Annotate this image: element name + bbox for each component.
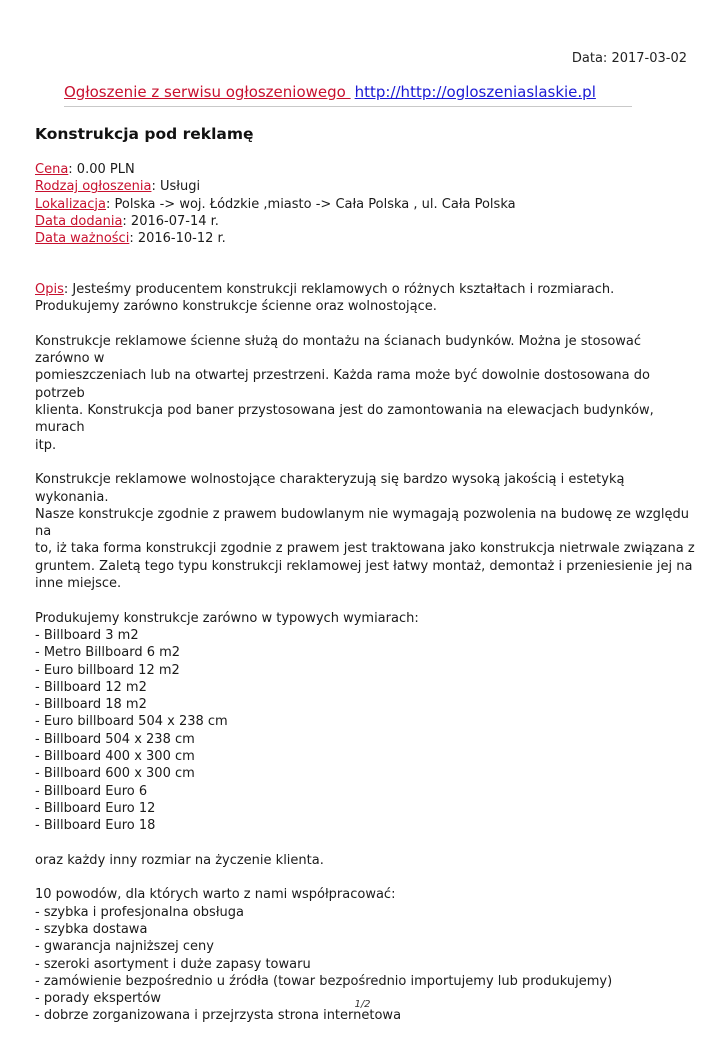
page-number: 1/2 <box>354 999 371 1010</box>
detail-value: : 0.00 PLN <box>68 162 135 177</box>
description-line <box>35 402 695 437</box>
description-text: - gwarancja najniższej ceny <box>35 939 214 955</box>
description-line <box>35 367 695 402</box>
document-header <box>64 83 596 101</box>
description-paragraph <box>35 852 695 869</box>
description-text: - Euro billboard 504 x 238 cm <box>35 714 228 730</box>
description-text: Nasze konstrukcje zgodnie z prawem budowlanym nie wymagają pozwolenia na budowę ze względu na <box>35 506 689 540</box>
description-text: - Billboard 18 m2 <box>35 697 147 713</box>
description-line <box>35 800 695 817</box>
description-text: - dobrze zorganizowana i przejrzysta strona internetowa <box>35 1008 402 1024</box>
description-line <box>35 298 695 315</box>
detail-row <box>35 178 516 195</box>
description-text: - Billboard Euro 18 <box>35 818 156 834</box>
description-line <box>35 765 695 782</box>
page-title: Konstrukcja pod reklamę <box>35 125 254 143</box>
description-line <box>35 904 695 921</box>
description-text: Produkujemy zarówno konstrukcje ścienne oraz wolnostojące. <box>35 299 437 315</box>
description-line <box>35 956 695 973</box>
description-line <box>35 437 695 454</box>
description-line <box>35 817 695 834</box>
description-line <box>35 610 695 627</box>
description-text: - szybka i profesjonalna obsługa <box>35 904 244 920</box>
description-text: pomieszczeniach lub na otwartej przestrzeni. Każda rama może być dowolnie dostosowana do potrzeb <box>35 368 650 401</box>
description-text: - Billboard Euro 6 <box>35 783 148 799</box>
detail-label: Data ważności <box>35 231 130 247</box>
detail-value: : Polska -> woj. Łódzkie ,miasto -> Cała Polska , ul. Cała Polska <box>105 196 516 212</box>
description-text: - Euro billboard 12 m2 <box>35 662 180 678</box>
detail-value: : Usługi <box>151 179 201 195</box>
description-text: : Jesteśmy producentem konstrukcji reklamowych o różnych kształtach i rozmiarach. <box>63 282 615 297</box>
description-line <box>35 558 695 575</box>
description-text: Konstrukcje reklamowe wolnostojące charakteryzują się bardzo wysoką jakością i estetyką wykonania. <box>35 472 625 505</box>
description-line <box>35 1007 695 1024</box>
description-line <box>35 506 695 541</box>
description-text: Produkujemy konstrukcje zarówno w typowych wymiarach: <box>35 610 419 626</box>
description-text: itp. <box>35 437 57 453</box>
description-text: oraz każdy inny rozmiar na życzenie klienta. <box>35 852 324 868</box>
document-date: Data: 2017-03-02 <box>571 51 687 66</box>
description-text: to, iż taka forma konstrukcji zgodnie z prawem jest traktowana jako konstrukcja nietrwale związana z <box>35 541 695 557</box>
description-line <box>35 333 695 368</box>
description-line <box>35 713 695 730</box>
description-text: Konstrukcje reklamowe ścienne służą do montażu na ścianach budynków. Można je stosować zarówno w <box>35 333 642 367</box>
description-line <box>35 886 695 903</box>
description-label: Opis <box>35 282 64 297</box>
description-line <box>35 662 695 679</box>
description-text: - Billboard 12 m2 <box>35 679 147 695</box>
detail-value: : 2016-07-14 r. <box>122 213 219 229</box>
description-paragraph <box>35 471 695 592</box>
listing-details <box>35 161 516 247</box>
description-paragraph <box>35 281 695 316</box>
description-line <box>35 575 695 592</box>
description-text: - Billboard 504 x 238 cm <box>35 731 195 747</box>
detail-label: Rodzaj ogłoszenia <box>35 179 152 195</box>
description-text: - zamówienie bezpośrednio u źródła (towar bezpośrednio importujemy lub produkujemy) <box>35 973 613 989</box>
description-line <box>35 921 695 938</box>
description-line <box>35 471 695 506</box>
description-text: - porady ekspertów <box>35 991 161 1007</box>
description-line <box>35 938 695 955</box>
description-text: gruntem. Zaletą tego typu konstrukcji reklamowej jest łatwy montaż, demontaż i przeniesienie jej na <box>35 558 693 574</box>
detail-row <box>35 161 516 178</box>
description-text: - Billboard 600 x 300 cm <box>35 766 195 782</box>
detail-row <box>35 196 516 213</box>
detail-value: : 2016-10-12 r. <box>129 231 226 247</box>
description-text: - szeroki asortyment i duże zapasy towaru <box>35 956 311 972</box>
description-text: - Metro Billboard 6 m2 <box>35 645 181 661</box>
description-text: - Billboard Euro 12 <box>35 800 156 816</box>
description-line <box>35 852 695 869</box>
detail-label: Cena <box>35 162 69 177</box>
description-line <box>35 644 695 661</box>
description-line <box>35 731 695 748</box>
description-text: 10 powodów, dla których warto z nami współpracować: <box>35 887 396 903</box>
description-text: - Billboard 3 m2 <box>35 627 139 643</box>
description-text: - szybka dostawa <box>35 921 148 937</box>
detail-label: Data dodania <box>35 213 123 229</box>
description-line <box>35 783 695 800</box>
description-line <box>35 540 695 557</box>
description-line <box>35 973 695 990</box>
header-title: Ogłoszenie z serwisu ogłoszeniowego <box>64 83 351 101</box>
description-line <box>35 696 695 713</box>
description-text: inne miejsce. <box>35 576 122 592</box>
description-line <box>35 748 695 765</box>
detail-label: Lokalizacja <box>35 196 106 212</box>
description-line <box>35 281 695 298</box>
description-line <box>35 627 695 644</box>
description-text: - Billboard 400 x 300 cm <box>35 749 195 765</box>
detail-row <box>35 213 516 230</box>
detail-row <box>35 230 516 247</box>
header-divider <box>64 106 632 107</box>
description-line <box>35 679 695 696</box>
description-text: klienta. Konstrukcja pod baner przystosowana jest do zamontowania na elewacjach budynków, murach <box>35 403 654 436</box>
listing-description <box>35 281 695 1042</box>
header-link[interactable]: http://http://ogloszeniaslaskie.pl <box>354 83 596 101</box>
description-paragraph <box>35 610 695 835</box>
description-paragraph <box>35 333 695 454</box>
